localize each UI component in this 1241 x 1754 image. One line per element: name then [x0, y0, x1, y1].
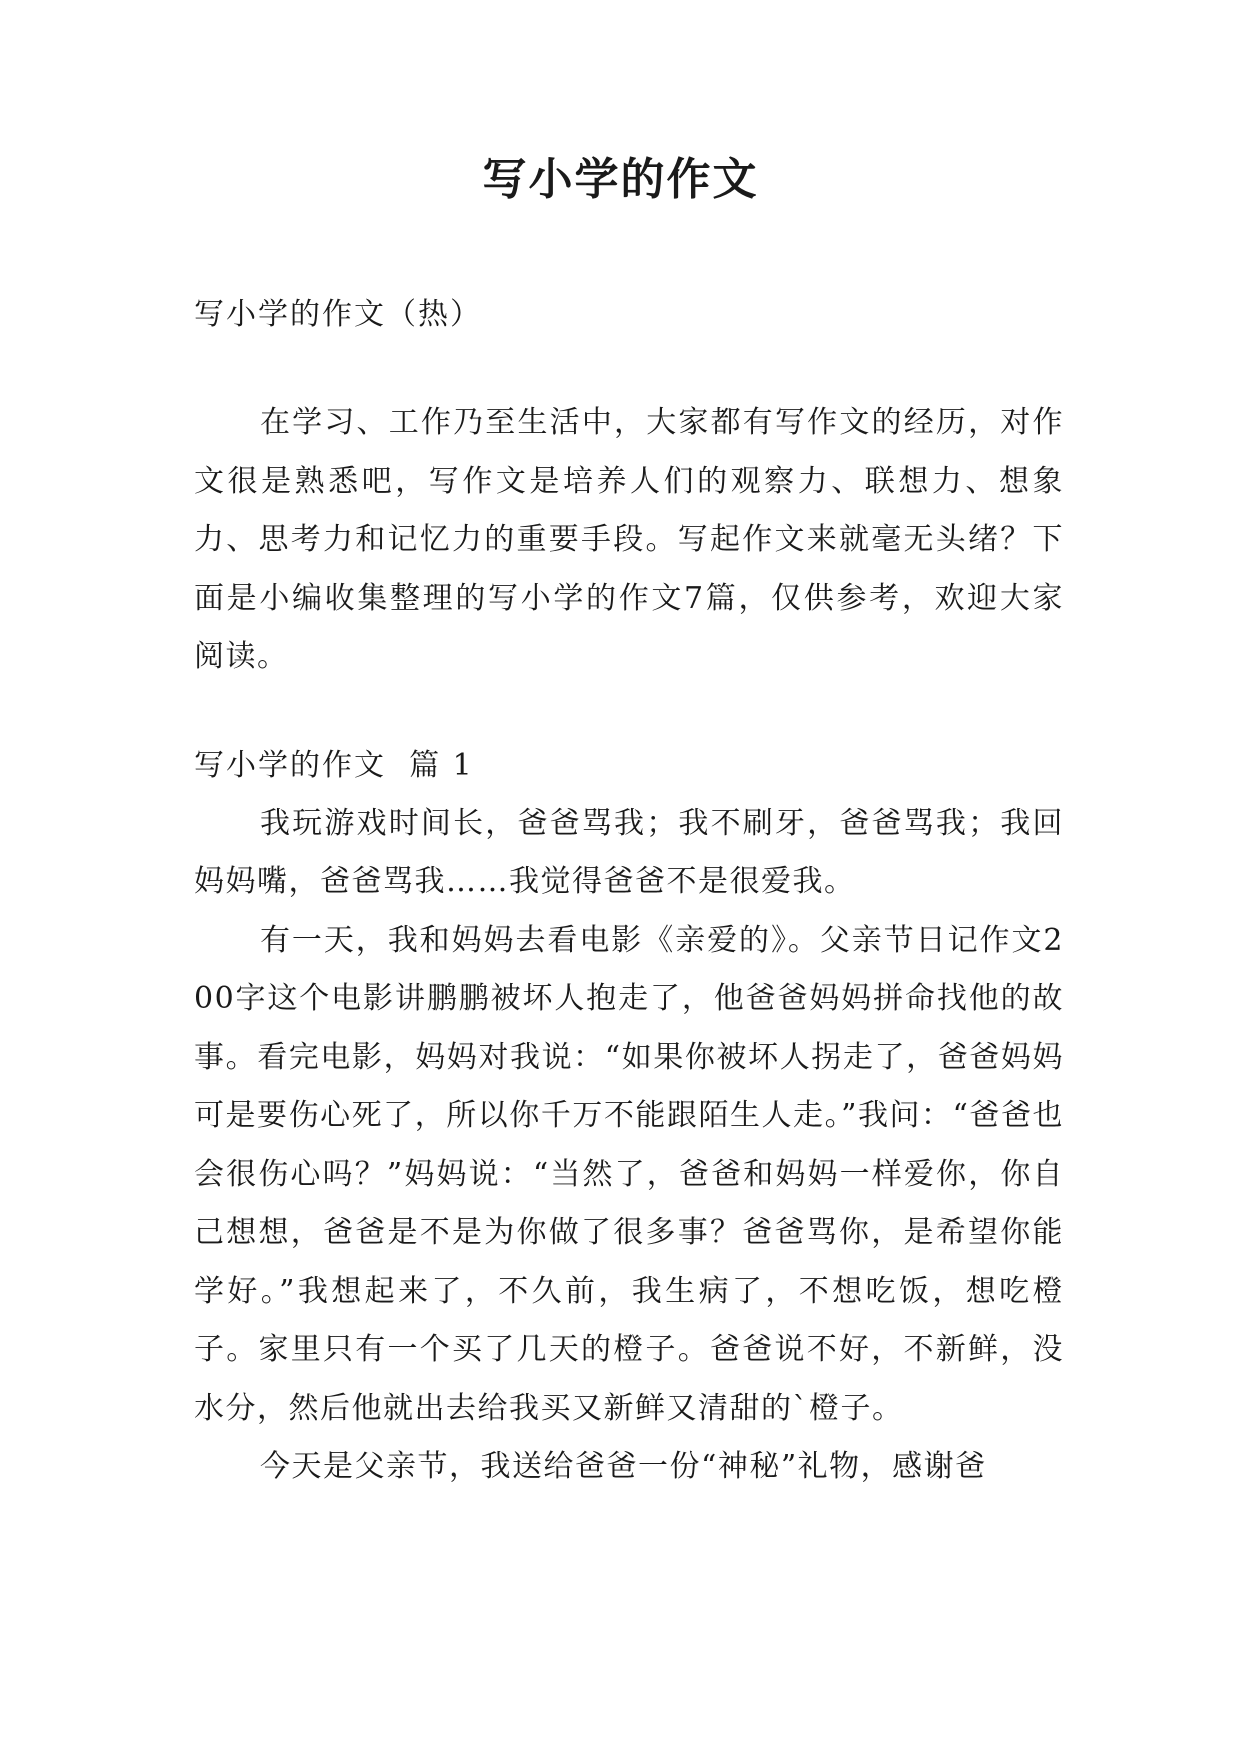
spacer: [194, 687, 1064, 737]
body-paragraph: 我玩游戏时间长，爸爸骂我；我不刷牙，爸爸骂我；我回妈妈嘴，爸爸骂我……我觉得爸爸不是很爱我。: [194, 805, 1064, 899]
section-heading: 写小学的作文 篇 1: [194, 747, 474, 783]
document-body: [194, 286, 1064, 1497]
intro-paragraph: 在学习、工作乃至生活中，大家都有写作文的经历，对作文很是熟悉吧，写作文是培养人们的观察力、联想力、想象力、思考力和记忆力的重要手段。写起作文来就毫无头绪？下面是小编收集整理的写小学的作文7篇，仅供参考，欢迎大家阅读。: [194, 405, 1064, 674]
document-subtitle: 写小学的作文（热）: [194, 297, 482, 332]
body-paragraph: 今天是父亲节，我送给爸爸一份“神秘”礼物，感谢爸: [260, 1449, 987, 1484]
document-title: 写小学的作文: [482, 154, 759, 205]
spacer: [194, 344, 1064, 394]
body-paragraph: 有一天，我和妈妈去看电影《亲爱的》。父亲节日记作文200字这个电影讲鹏鹏被坏人抱走了，他爸爸妈妈拼命找他的故事。看完电影，妈妈对我说：“如果你被坏人拐走了，爸爸妈妈可是要伤心死了，所以你千万不能跟陌生人走。”我问：“爸爸也会很伤心吗？”妈妈说：“当然了，爸爸和妈妈一样爱你，你自己想想，爸爸是不是为你做了很多事？爸爸骂你，是希望你能学好。”我想起来了，不久前，我生病了，不想吃饭，想吃橙子。家里只有一个买了几天的橙子。爸爸说不好，不新鲜，没水分，然后他就出去给我买又新鲜又清甜的`橙子。: [194, 922, 1064, 1426]
